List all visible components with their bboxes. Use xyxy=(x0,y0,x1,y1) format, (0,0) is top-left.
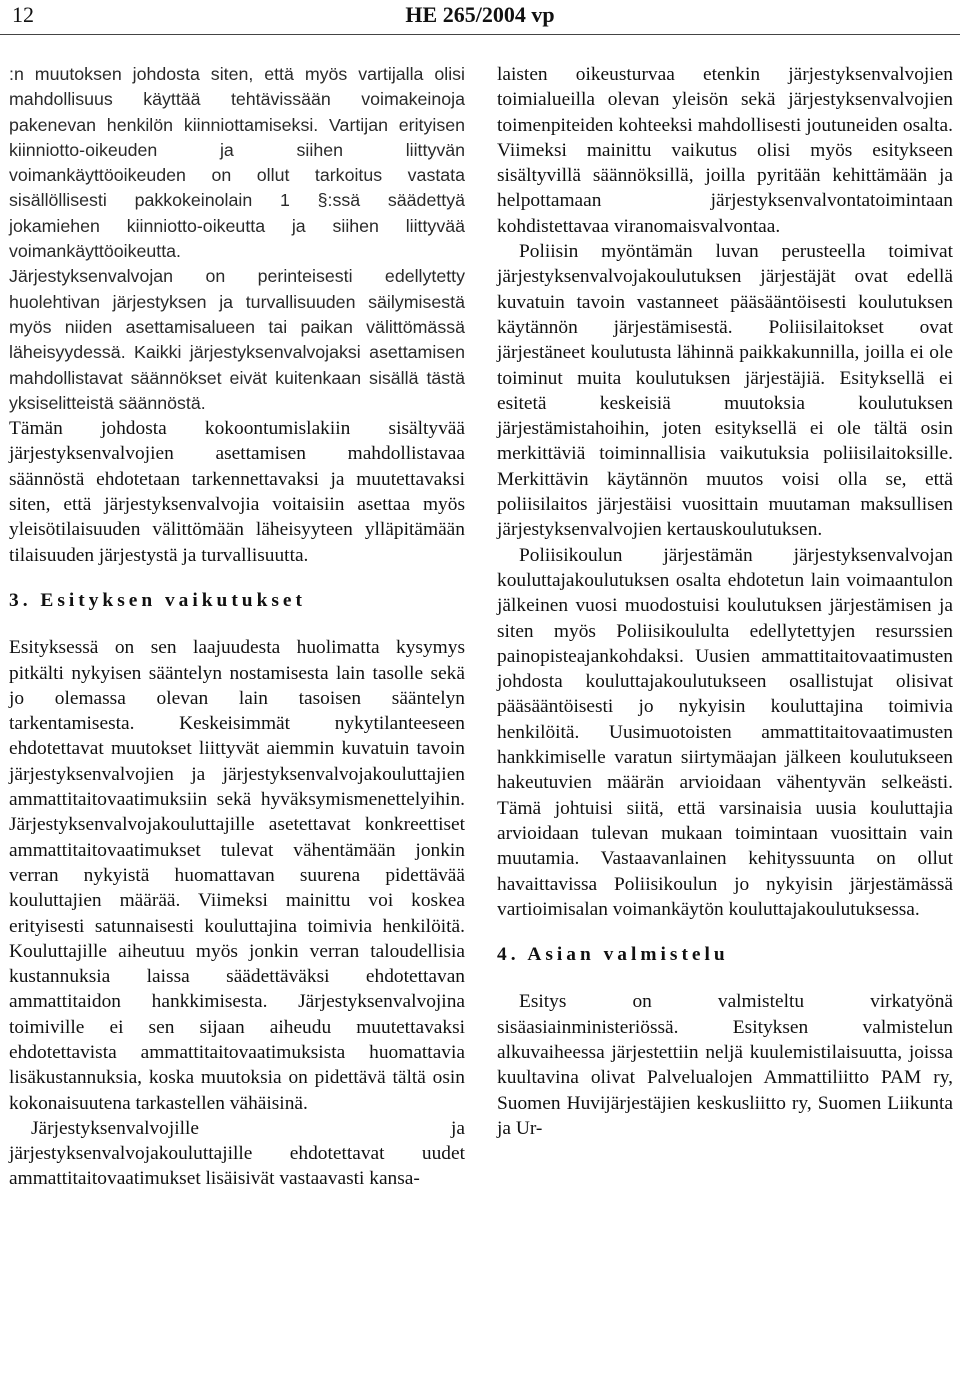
paragraph: Poliisikoulun järjestämän järjestyksenvalvojan kouluttajakoulutuksen osalta ehdotetun lain voimaantulon jälkeinen vuosi muodostuisi koulutuksen järjestämisen ja siten myös Poliisikoululta edellytettyjen resurssien painopisteajankohdaksi. Uusien ammattitaitovaatimusten johdosta kouluttajakoulutukseen osallistujat olisivat pääsääntöisesti jo nykyisin kouluttajina toimivia henkilöitä. Uusimuotoisten ammattitaitovaatimusten hankkimiselle varatun siirtymäajan jälkeen koulutukseen hakeutuvien määrän arvioidaan vähentyvän selkeästi. Tämä johtuisi siitä, että varsinaisia uusia kouluttajia arvioidaan tulevan mukaan toimintaan vuosittain vain muutamia. Vastaavanlainen kehityssuunta on ollut havaittavissa Poliisikoulun jo nykyisin järjestämässä vartioimisalan voimankäytön kouluttajakoulutuksessa. xyxy=(497,544,953,920)
paragraph: Järjestyksenvalvojille ja järjestyksenvalvojakouluttajille ehdotettavat uudet ammattitaitovaatimukset lisäisivät vastaavasti kansa- xyxy=(9,1117,465,1190)
document-id: HE 265/2004 vp xyxy=(405,2,555,27)
section-heading: 4. Asian valmistelu xyxy=(497,944,729,966)
right-column xyxy=(497,62,953,1141)
left-column xyxy=(9,62,465,1192)
paragraph: Tämän johdosta kokoontumislakiin sisältyvää järjestyksenvalvojien asettamisen mahdollistavaa säännöstä ehdotetaan tarkennettavaksi ja muutettavaksi siten, että järjestyksenvalvojia voitaisiin asettaa myös yleisötilaisuuden välittömään läheisyyteen ylläpitämään tilaisuuden järjestystä ja turvallisuutta. xyxy=(9,418,465,566)
paragraph: Poliisin myöntämän luvan perusteella toimivat järjestyksenvalvojakoulutuksen järjestäjät ovat edellä kuvatuin tavoin vastanneet pääsääntöisesti koulutuksen käytännön järjestämisestä. Poliisilaitokset ovat järjestäneet koulutusta lähinnä paikkakunnilla, joilla ei ole toiminut muita koulutuksen järjestäjiä. Esityksellä ei esitetä keskeisiä muutoksia koulutuksen järjestämistahoihin, joten esityksellä ei ole tältä osin merkittäviä toiminnallisia vaikutuksia poliisilaitoksille. Merkittävin käytännön muutos voisi olla se, että poliisilaitos järjestäisi vuosittain muutaman maksullisen järjestyksenvalvojien kertauskoulutuksen. xyxy=(497,241,953,541)
paragraph: Esitys on valmisteltu virkatyönä sisäasiainministeriössä. Esityksen valmistelun alkuvaiheessa järjestettiin neljä kuulemistilaisuutta, joissa kuultavina olivat Palvelualojen Ammattiliitto PAM ry, Suomen Huvijärjestäjien keskusliitto ry, Suomen Liikunta ja Ur- xyxy=(497,991,953,1139)
paragraph: laisten oikeusturvaa etenkin järjestyksenvalvojien toimialueilla olevan yleisön sekä järjestyksenvalvojien toimenpiteiden kohteeksi mahdollisesti joutuneiden osalta. Viimeksi mainittu vaikutus olisi myös esitykseen sisältyvillä säännöksillä, joilla pyritään kehittämään ja helpottamaan järjestyksenvalvontatoimintaan kohdistettavaa viranomaisvalvontaa. xyxy=(497,64,953,237)
paragraph: Järjestyksenvalvojan on perinteisesti edellytetty huolehtivan järjestyksen ja turvallisuuden säilymisestä myös niiden asettamisalueen tai paikan välittömässä läheisyydessä. Kaikki järjestyksenvalvojaksi asettamisen mahdollistavat säännökset eivät kuitenkaan sisällä tästä yksiselitteistä säännöstä. xyxy=(9,266,465,413)
page-number: 12 xyxy=(12,2,34,27)
page-header xyxy=(0,0,960,30)
header-divider xyxy=(0,34,960,35)
paragraph: Esityksessä on sen laajuudesta huolimatta kysymys pitkälti nykyisen sääntelyn nostamisesta lain tasolle sekä jo olemassa olevan lain tasoisen sääntelyn tarkentamisesta. Keskeisimmät nykytilanteeseen ehdotettavat muutokset liittyvät aiemmin kuvatuin tavoin järjestyksenvalvojien ja järjestyksenvalvojakouluttajien ammattitaitovaatimuksiin sekä hyväksymismenettelyihin. Järjestyksenvalvojakouluttajille asetettavat konkreettiset ammattitaitovaatimukset tulevat vähentämään jonkin verran nykyistä huomattavan suurena pidettävää kouluttajien määrää. Viimeksi mainittu voi koskea erityisesti satunnaisesti kouluttajina toimivia henkilöitä. Kouluttajille aiheutuu myös jonkin verran taloudellisia kustannuksia laissa säädettäväksi ehdotettavan ammattitaidon hankkimisesta. Järjestyksenvalvojina toimiville ei sen sijaan aiheudu muutettavaksi ehdotettavista ammattitaitovaatimuksista huomattavia lisäkustannuksia, koska muutoksia on pidettävä tältä osin kokonaisuutena tarkastellen vähäisinä. xyxy=(9,637,465,1114)
paragraph: :n muutoksen johdosta siten, että myös vartijalla olisi mahdollisuus käyttää tehtävissään voimakeinoja pakenevan henkilön kiinniottamiseksi. Vartijan erityisen kiinniotto-oikeuden ja siihen liittyvän voimankäyttöoikeuden on ollut tarkoitus vastata sisällöllisesti pakkokeinolain 1 §:ssä säädettyä jokamiehen kiinniotto-oikeutta ja siihen liittyvää voimankäyttöoikeutta. xyxy=(9,64,465,262)
section-heading: 3. Esityksen vaikutukset xyxy=(9,589,306,611)
